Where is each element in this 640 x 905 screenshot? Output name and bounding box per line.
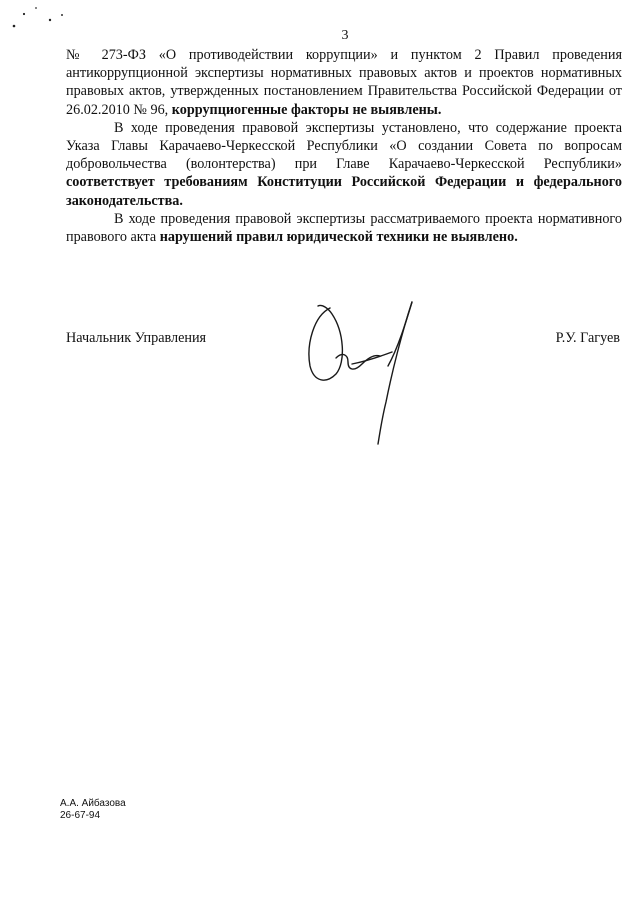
executor-name: А.А. Айбазова [60, 798, 126, 809]
signatory-name: Р.У. Гагуев [555, 330, 620, 346]
document-body [66, 46, 622, 246]
paragraph-text: В ходе проведения правовой экспертизы рассматриваемого проекта нормативного правового акта [66, 210, 622, 246]
scan-artifact-specks [0, 0, 90, 40]
paragraph-bold-text: коррупциогенные факторы не выявлены. [171, 101, 442, 118]
paragraph-text: В ходе проведения правовой экспертизы установлено, что содержание проекта Указа Главы Карачаево-Черкесской Республики «О создании Совета по вопросам добровольчества (волонтерства) при Главе Карачаево-Черкесской Республики» [66, 119, 622, 173]
paragraph-constitution-compliance [66, 119, 622, 210]
signature-stroke [378, 302, 412, 444]
scan-speck [23, 13, 25, 15]
scan-speck [49, 19, 51, 21]
scan-speck [13, 25, 16, 28]
paragraph-corruption-factors [66, 46, 622, 119]
signature-stroke [352, 352, 392, 364]
signatory-position: Начальник Управления [66, 330, 207, 346]
signature-stroke [309, 305, 342, 380]
scan-speck [35, 7, 37, 9]
executor-phone: 26-67-94 [60, 810, 101, 821]
paragraph-bold-text: соответствует требованиям Конституции Российской Федерации и федерального законодательства. [66, 174, 622, 209]
page-number: 3 [341, 28, 349, 43]
paragraph-text: № 273-ФЗ «О противодействии коррупции» и пунктом 2 Правил проведения антикоррупционной экспертизы нормативных правовых актов и проектов нормативных правовых актов, утвержденных постановлением Правительства Российской Федерации от 26.02.2010 № 96, [66, 47, 622, 118]
executor-info [60, 798, 126, 822]
scan-speck [61, 14, 63, 16]
paragraph-legal-technique [66, 210, 622, 246]
paragraph-bold-text: нарушений правил юридической техники не выявлено. [159, 229, 518, 246]
handwritten-signature [292, 292, 442, 452]
signature-stroke [388, 302, 412, 366]
